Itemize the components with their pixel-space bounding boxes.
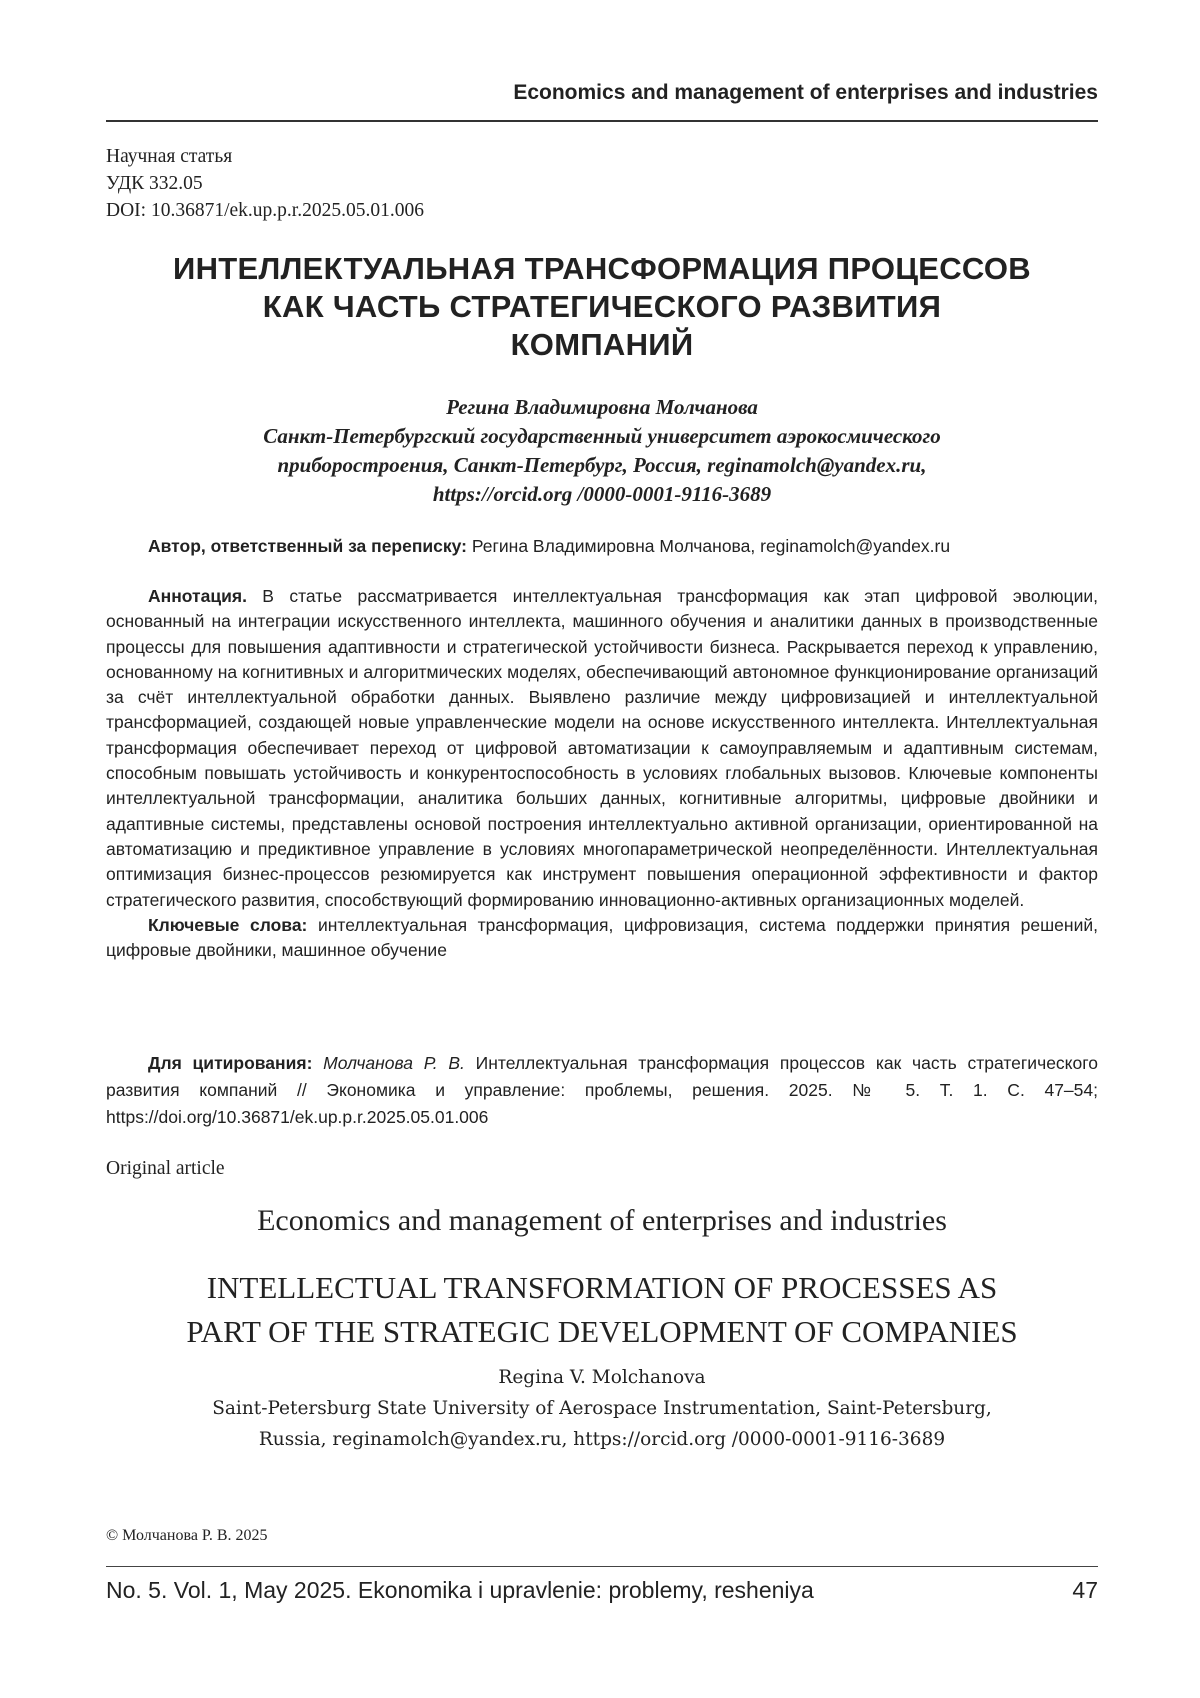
copyright: © Молчанова Р. В. 2025 [106, 1527, 267, 1545]
citation-label: Для цитирования: [148, 1053, 312, 1073]
citation [106, 1050, 1098, 1131]
footer-divider [106, 1566, 1098, 1567]
article-meta [106, 143, 424, 224]
orcid-link[interactable]: https://orcid.org /0000-0001-9116-3689 [106, 480, 1098, 509]
title-ru-line: КАК ЧАСТЬ СТРАТЕГИЧЕСКОГО РАЗВИТИЯ [106, 288, 1098, 326]
abstract-block [106, 584, 1098, 963]
header-divider [106, 120, 1098, 122]
corresponding-author [148, 533, 1098, 559]
keywords-label: Ключевые слова: [148, 915, 307, 935]
corresponding-text: Регина Владимировна Молчанова, reginamolch@yandex.ru [467, 536, 950, 556]
title-en-line: INTELLECTUAL TRANSFORMATION OF PROCESSES AS [106, 1266, 1098, 1310]
title-en-line: PART OF THE STRATEGIC DEVELOPMENT OF COMPANIES [106, 1310, 1098, 1354]
running-header: Economics and management of enterprises and industries [513, 80, 1098, 106]
affiliation-en-line: Russia, reginamolch@yandex.ru, https://orcid.org /0000-0001-9116-3689 [106, 1424, 1098, 1455]
article-type: Научная статья [106, 143, 424, 170]
affiliation-en-line: Saint-Petersburg State University of Aerospace Instrumentation, Saint-Petersburg, [106, 1393, 1098, 1424]
author-affiliation-en [106, 1362, 1098, 1455]
author-affiliation-ru [106, 393, 1098, 509]
udk-code: УДК 332.05 [106, 170, 424, 197]
citation-author: Молчанова Р. В. [312, 1053, 464, 1073]
page-number: 47 [1072, 1577, 1098, 1604]
keywords [106, 913, 1098, 964]
author-name-ru: Регина Владимировна Молчанова [106, 393, 1098, 422]
abstract-label: Аннотация. [148, 586, 247, 606]
abstract [106, 584, 1098, 913]
footer-journal: No. 5. Vol. 1, May 2025. Ekonomika i upravlenie: problemy, resheniya [106, 1577, 814, 1604]
abstract-text: В статье рассматривается интеллектуальная трансформация как этап цифровой эволюции, основанный на интеграции искусственного интеллекта, машинного обучения и аналитики данных в производственные процессы для повышения адаптивности и стратегической устойчивости бизнеса. Раскрывается переход к управлению, основанному на когнитивных и алгоритмических моделях, обеспечивающий автономное функционирование организаций за счёт интеллектуальной обработки данных. Выявлено различие между цифровизацией и интеллектуальной трансформацией, создающей новые управленческие модели на основе искусственного интеллекта. Интеллектуальная трансформация обеспечивает переход от цифровой автоматизации к самоуправляемым и адаптивным системам, способным повышать устойчивость и конкурентоспособность в условиях глобальных вызовов. Ключевые компоненты интеллектуальной трансформации, аналитика больших данных, когнитивные алгоритмы, цифровые двойники и адаптивные системы, представлены основой построения интеллектуально активной организации, ориентированной на автоматизацию и предиктивное управление в условиях многопараметрической неопределённости. Интеллектуальная оптимизация бизнес-процессов резюмируется как инструмент повышения операционной эффективности и фактор стратегического развития, способствующий формированию инновационно-активных организационных моделей. [106, 586, 1098, 910]
affiliation-line: приборостроения, Санкт-Петербург, Россия, reginamolch@yandex.ru, [106, 451, 1098, 480]
title-en [106, 1266, 1098, 1354]
author-name-en: Regina V. Molchanova [106, 1362, 1098, 1393]
corresponding-label: Автор, ответственный за переписку: [148, 536, 467, 556]
rubric-en: Economics and management of enterprises and industries [106, 1201, 1098, 1241]
title-ru-line: ИНТЕЛЛЕКТУАЛЬНАЯ ТРАНСФОРМАЦИЯ ПРОЦЕССОВ [106, 250, 1098, 288]
affiliation-line: Санкт-Петербургский государственный университет аэрокосмического [106, 422, 1098, 451]
keywords-text: интеллектуальная трансформация, цифровизация, система поддержки принятия решений, цифровые двойники, машинное обучение [106, 915, 1098, 960]
citation-text: Интеллектуальная трансформация процессов как часть стратегического развития компаний // Экономика и управление: проблемы, решения. 2025. № 5. Т. 1. С. 47–54; https://doi.org/10.36871/ek.up.p.r.2025.05.01.006 [106, 1053, 1098, 1127]
title-ru-line: КОМПАНИЙ [106, 326, 1098, 364]
doi[interactable]: DOI: 10.36871/ek.up.p.r.2025.05.01.006 [106, 197, 424, 224]
article-page [106, 0, 1098, 1698]
title-ru [106, 250, 1098, 364]
original-article-label: Original article [106, 1158, 225, 1180]
